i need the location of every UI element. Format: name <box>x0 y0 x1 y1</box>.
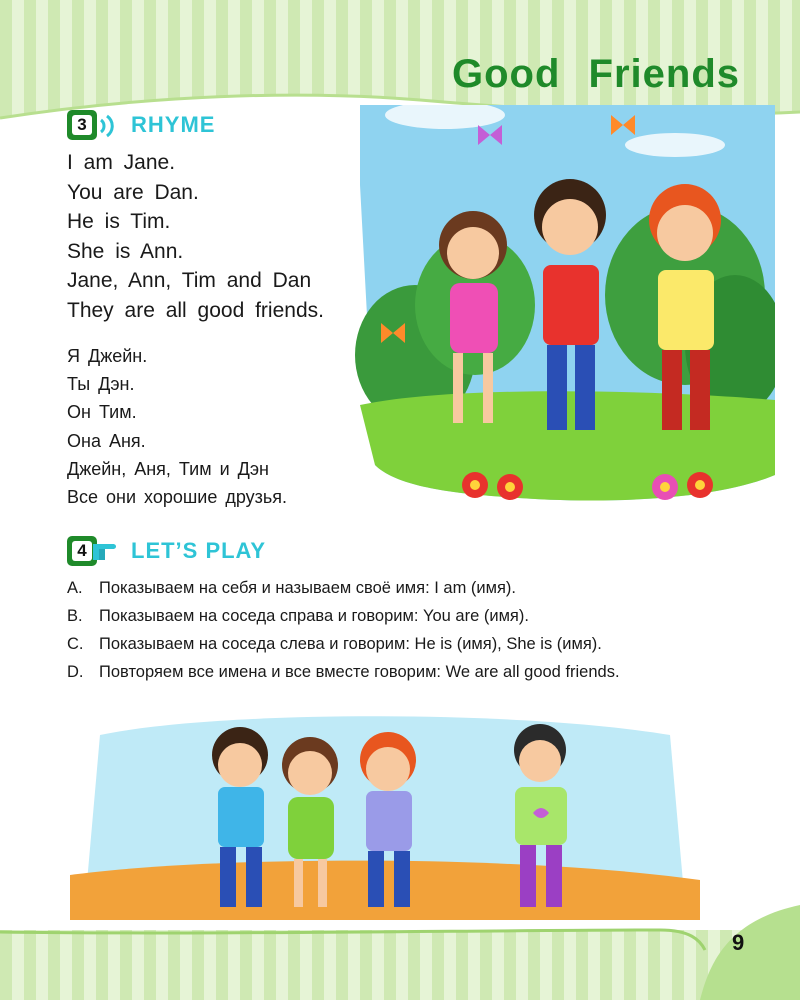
section-label: RHYME <box>131 112 216 137</box>
item-letter: D. <box>67 663 84 681</box>
pointing-hand-icon <box>91 538 125 564</box>
item-letter: C. <box>67 635 84 653</box>
rhyme-section-header <box>67 110 215 140</box>
translation-line: Я Джейн. <box>67 346 148 366</box>
page-title: Good Friends <box>452 52 740 96</box>
item-text: Показываем на себя и называем своё имя: I am (имя). <box>99 579 516 597</box>
rhyme-english <box>67 148 324 325</box>
list-item <box>67 604 727 628</box>
translation-line: Ты Дэн. <box>67 374 135 395</box>
translation-line: Она Аня. <box>67 430 146 451</box>
rhyme-line: She is Ann. <box>67 239 184 263</box>
rhyme-line: He is Tim. <box>67 210 171 233</box>
lets-play-section-header <box>67 536 266 566</box>
list-item <box>67 632 727 656</box>
item-letter: A. <box>67 579 83 597</box>
section-number: 4 <box>72 541 92 561</box>
rhyme-line: Jane, Ann, Tim and Dan <box>67 269 312 292</box>
rhyme-line: I am Jane. <box>67 151 176 174</box>
friends-illustration <box>355 105 775 510</box>
lets-play-instructions <box>67 576 727 688</box>
item-letter: B. <box>67 607 83 625</box>
item-text: Повторяем все имена и все вместе говорим: We are all good friends. <box>99 663 620 681</box>
translation-line: Он Тим. <box>67 402 137 423</box>
item-text: Показываем на соседа справа и говорим: You are (имя). <box>99 607 529 625</box>
speaker-icon <box>99 114 125 138</box>
rhyme-line: You are Dan. <box>67 180 199 204</box>
item-text: Показываем на соседа слева и говорим: He is (имя), She is (имя). <box>99 635 602 653</box>
translation-line: Все они хорошие друзья. <box>67 487 288 508</box>
section-number-badge <box>67 110 97 140</box>
kids-playing-illustration <box>70 705 700 920</box>
list-item <box>67 576 727 600</box>
section-number: 3 <box>72 115 92 135</box>
page-number: 9 <box>732 930 745 955</box>
list-item <box>67 660 727 684</box>
translation-line: Джейн, Аня, Тим и Дэн <box>67 458 269 479</box>
rhyme-russian <box>67 342 287 511</box>
section-label: LET’S PLAY <box>131 538 267 563</box>
rhyme-line: They are all good friends. <box>67 298 324 322</box>
